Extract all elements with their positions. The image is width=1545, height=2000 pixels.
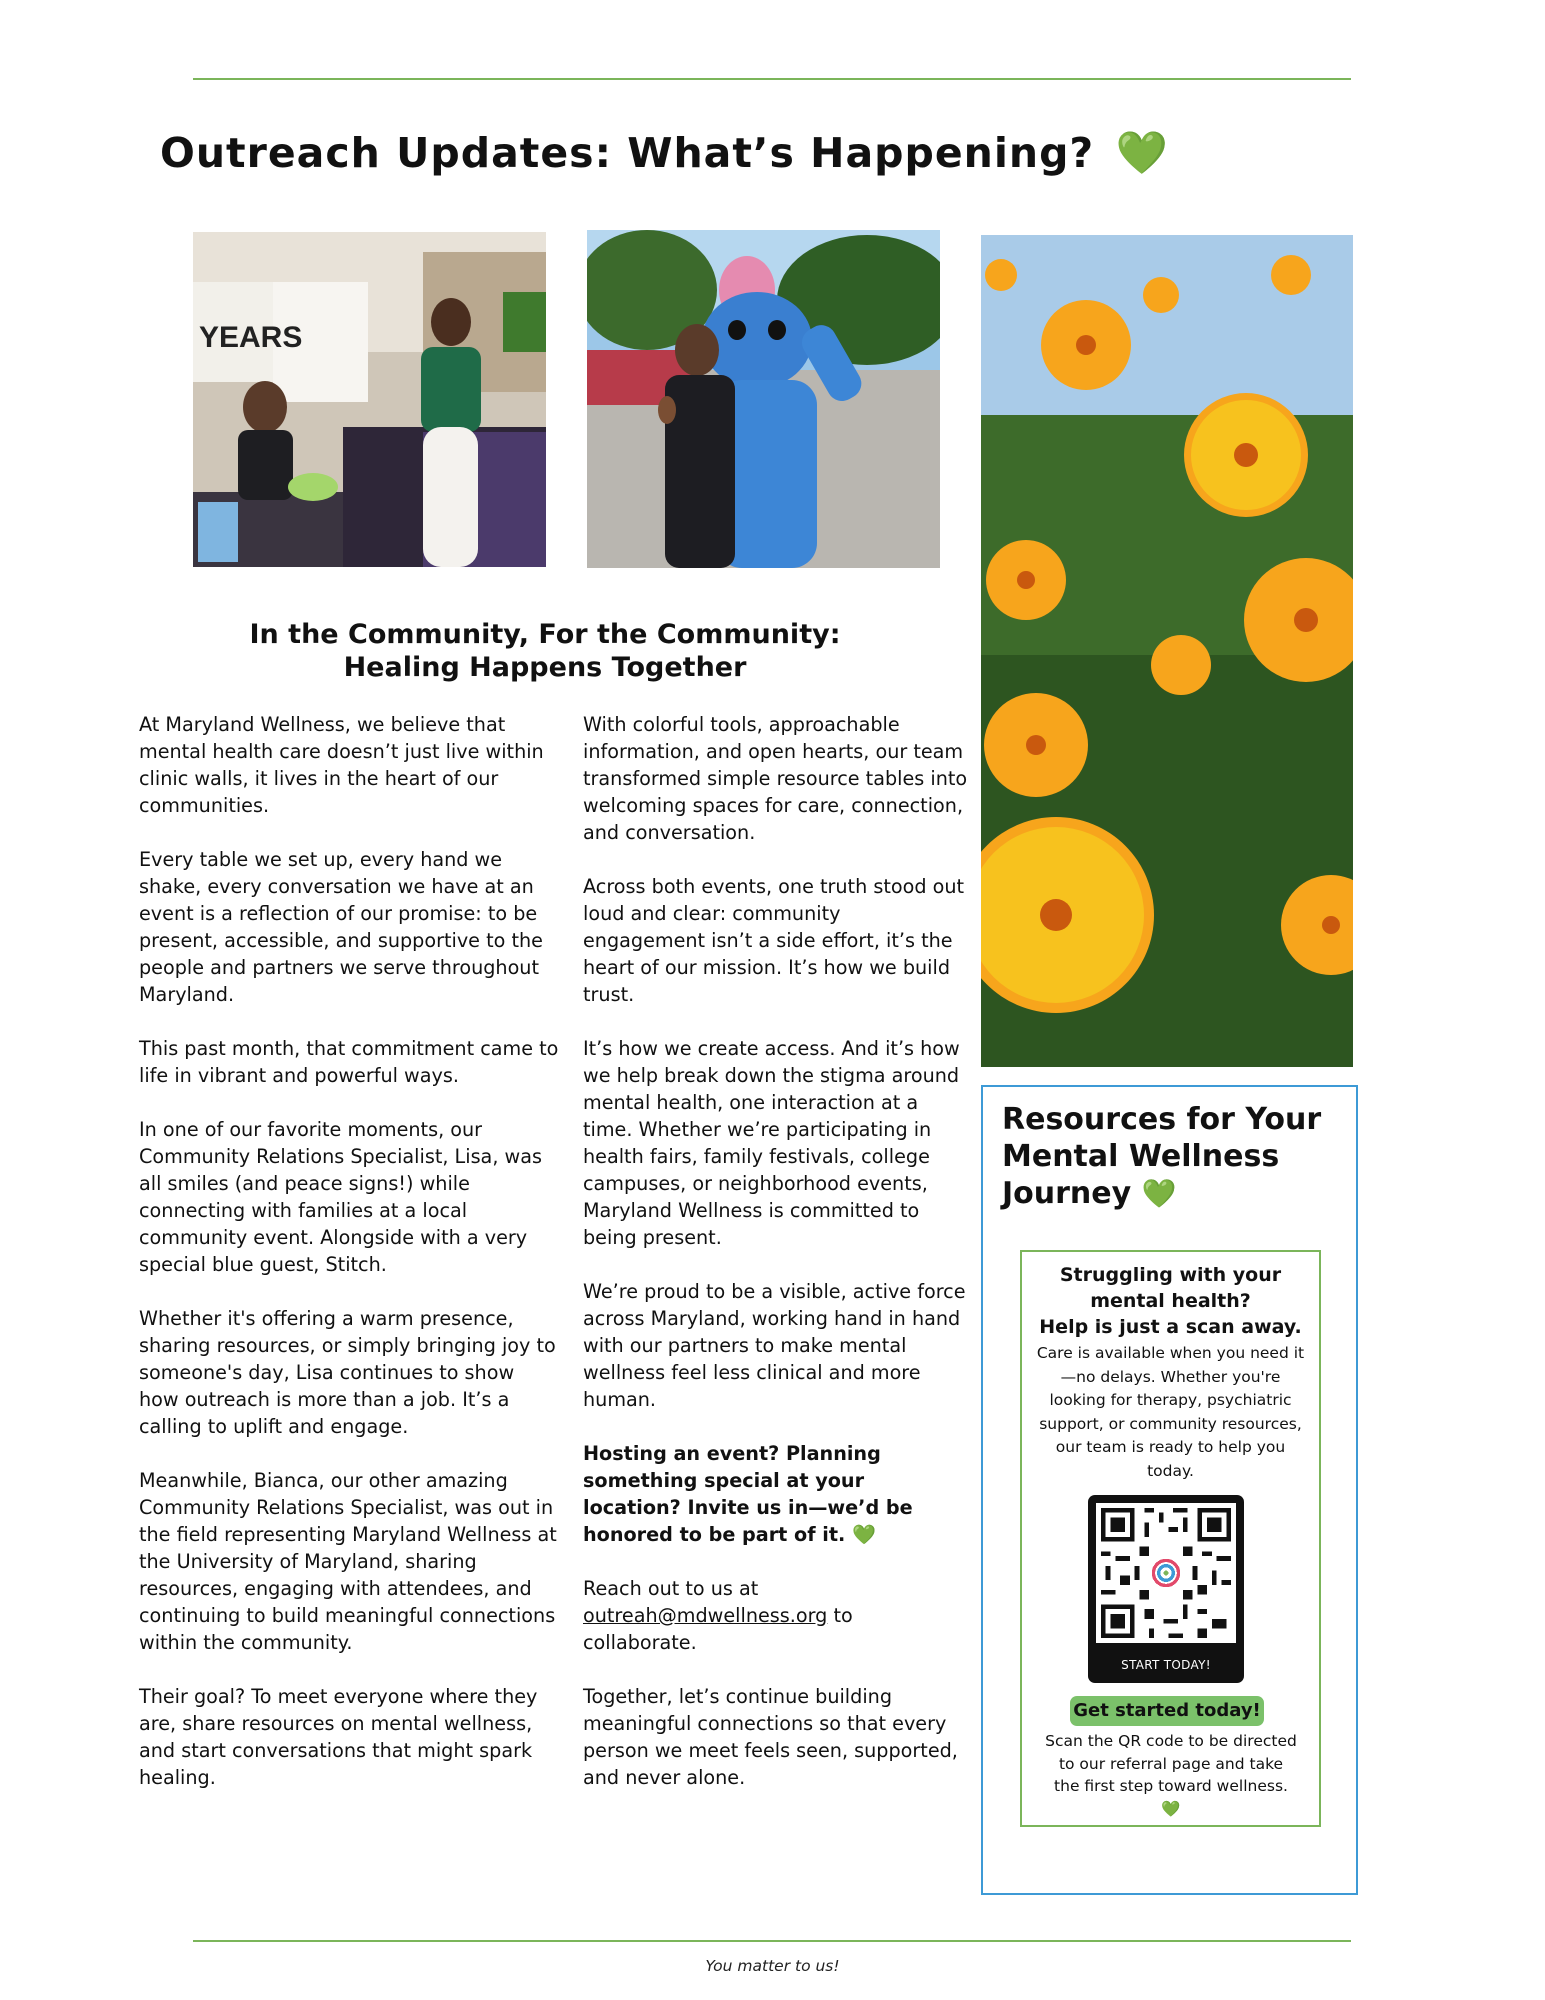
- bottom-divider: [193, 1940, 1351, 1942]
- green-heart-icon: 💚: [851, 1523, 876, 1546]
- qr-code-pattern: [1096, 1503, 1236, 1643]
- cta-note: Scan the QR code to be directed to our referral page and take the first step toward wellness. 💚: [1045, 1732, 1297, 1818]
- flowers-photo: [981, 235, 1353, 1067]
- scan-card-body: Care is available when you need it—no delays. Whether you're looking for therapy, psychiatric support, or community resources, our team is ready to help you today.: [1036, 1344, 1305, 1480]
- article-paragraph: This past month, that commitment came to life in vibrant and powerful ways.: [139, 1037, 559, 1087]
- resources-title: Resources for Your Mental Wellness Journey 💚: [1002, 1102, 1322, 1211]
- article-paragraph: We’re proud to be a visible, active force across Maryland, working hand in hand with our partners to make mental wellness feel less clinical and more human.: [583, 1280, 966, 1411]
- article-paragraph: Meanwhile, Bianca, our other amazing Community Relations Specialist, was out in the field representing Maryland Wellness at the University of Maryland, sharing resources, engaging with attendees, and continuing to build meaningful connections within the community.: [139, 1469, 557, 1654]
- scan-card: [1020, 1250, 1321, 1827]
- article-paragraph: Every table we set up, every hand we shake, every conversation we have at an event is a reflection of our promise: to be present, accessible, and supportive to the people and partners we serve throughout Maryland.: [139, 848, 543, 1006]
- invite-note: Hosting an event? Planning something special at your location? Invite us in—we’d be honored to be part of it. 💚: [583, 1442, 913, 1546]
- article-left-column: [139, 711, 559, 1818]
- booth-sign-text: YEARS: [199, 321, 303, 354]
- footer-tagline: You matter to us!: [705, 1957, 840, 1975]
- stitch-photo: [587, 230, 940, 568]
- article-title: In the Community, For the Community: Healing Happens Together: [249, 619, 841, 683]
- article-paragraph: Across both events, one truth stood out loud and clear: community engagement isn’t a side effort, it’s the heart of our mission. It’s how we build trust.: [583, 875, 965, 1006]
- page-title: Outreach Updates: What’s Happening? 💚: [160, 128, 1169, 177]
- resources-box: [981, 1085, 1358, 1895]
- closing-paragraph: Together, let’s continue building meaningful connections so that every person we meet feels seen, supported, and never alone.: [583, 1685, 958, 1789]
- green-heart-icon: 💚: [1115, 128, 1169, 177]
- article-paragraph: With colorful tools, approachable information, and open hearts, our team transformed simple resource tables into welcoming spaces for care, connection, and conversation.: [583, 713, 968, 844]
- article-paragraph: Their goal? To meet everyone where they are, share resources on mental wellness, and start conversations that might spark healing.: [139, 1685, 538, 1789]
- article-right-column: [583, 711, 968, 1818]
- article-paragraph: It’s how we create access. And it’s how we help break down the stigma around mental health, one interaction at a time. Whether we’re participating in health fairs, family festivals, college campuses, or neighborhood events, Maryland Wellness is committed to being present.: [583, 1037, 960, 1249]
- article-paragraph: Whether it's offering a warm presence, sharing resources, or simply bringing joy to someone's day, Lisa continues to show how outreach is more than a job. It’s a calling to uplift and engage.: [139, 1307, 556, 1438]
- get-started-button[interactable]: Get started today!: [1070, 1696, 1264, 1726]
- green-heart-icon: 💚: [1161, 1799, 1181, 1818]
- green-heart-icon: 💚: [1141, 1177, 1177, 1210]
- qr-code[interactable]: [1088, 1495, 1244, 1683]
- qr-caption: START TODAY!: [1121, 1658, 1211, 1672]
- contact-paragraph: Reach out to us at outreah@mdwellness.org to collaborate.: [583, 1577, 853, 1654]
- scan-card-heading: Struggling with your mental health? Help is just a scan away.: [1039, 1264, 1302, 1338]
- booth-photo: [193, 232, 546, 567]
- article-paragraph: In one of our favorite moments, our Community Relations Specialist, Lisa, was all smiles (and peace signs!) while connecting with families at a local community event. Alongside with a very special blue guest, Stitch.: [139, 1118, 542, 1276]
- article-paragraph: At Maryland Wellness, we believe that mental health care doesn’t just live within clinic walls, it lives in the heart of our communities.: [139, 713, 544, 817]
- top-divider: [193, 78, 1351, 80]
- contact-email-link[interactable]: outreah@mdwellness.org: [583, 1604, 828, 1627]
